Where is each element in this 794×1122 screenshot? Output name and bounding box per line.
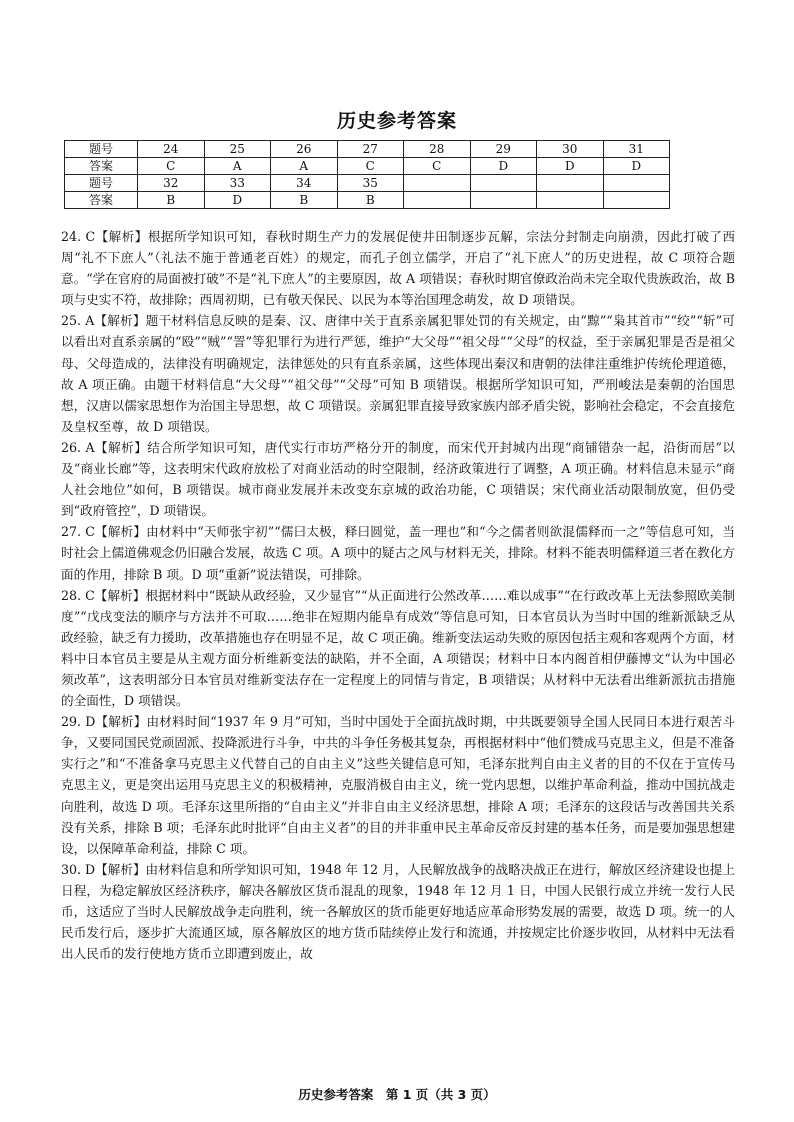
table-row	[65, 158, 670, 175]
table-cell: 题号	[65, 175, 138, 192]
table-cell: B	[337, 192, 404, 209]
table-cell: 28	[404, 141, 471, 158]
explanation-q25: 25. A【解析】题干材料信息反映的是秦、汉、唐律中关于直系亲属犯罪处罚的有关规定，由“黥”“枭其首市”“绞”“斩”可以看出对直系亲属的“殴”“贼”“詈”等犯罪行为进行严惩，维护“大父母”“祖父母”“父母”的权益，至于亲属犯罪是否是祖父母、父母造成的，法律没有明确规定，法律惩处的只有直系亲属，这些体现出秦汉和唐朝的法律注重维护传统伦理道德，故 A 项正确。由题干材料信息“大父母”“祖父母”“父母”可知 B 项错误。根据所学知识可知，严刑峻法是秦朝的治国思想，汉唐以儒家思想作为治国主导思想，故 C 项错误。亲属犯罪直接导致家族内部矛盾尖锐，影响社会稳定，不会直接危及皇权至尊，故 D 项错误。	[61, 313, 735, 434]
table-cell: D	[537, 158, 604, 175]
table-cell	[470, 175, 537, 192]
table-cell: 32	[138, 175, 205, 192]
table-row	[65, 175, 670, 192]
table-cell: A	[204, 158, 271, 175]
table-cell	[404, 192, 471, 209]
page-title: 历史参考答案	[336, 110, 457, 132]
explanation-q28: 28. C【解析】根据材料中“既缺从政经验，又少显官”“从正面进行公然改革……难以成事”“在行政改革上无法参照欧美制度”“戊戌变法的顺序与方法并不可取……绝非在短期内能阜有成效”等信息可知，日本官员认为当时中国的维新派缺乏从政经验，缺乏有力援助，改革措施也存在明显不足，故 C 项正确。维新变法运动失败的原因包括主观和客观两个方面，材料中日本官员主要是从主观方面分析维新变法的缺陷，并不全面，A 项错误；材料中日本内阁首相伊藤博文“认为中国必须改革”，这表明部分日本官员对维新变法存在一定程度上的同情与肯定，B 项错误；从材料中无法看出维新派抗击措施的全面性，D 项错误。	[61, 587, 735, 709]
table-cell: 35	[337, 175, 404, 192]
table-cell: 题号	[65, 141, 138, 158]
table-cell: C	[138, 158, 205, 175]
answer-table	[64, 140, 670, 209]
table-cell: 答案	[65, 192, 138, 209]
table-cell: 29	[470, 141, 537, 158]
table-cell: D	[204, 192, 271, 209]
table-cell: B	[138, 192, 205, 209]
table-cell: C	[404, 158, 471, 175]
table-cell: D	[603, 158, 670, 175]
table-cell: 30	[537, 141, 604, 158]
table-cell: C	[337, 158, 404, 175]
table-cell	[537, 192, 604, 209]
table-cell: 26	[271, 141, 338, 158]
table-cell: 24	[138, 141, 205, 158]
table-row	[65, 192, 670, 209]
table-cell: D	[470, 158, 537, 175]
table-row	[65, 141, 670, 158]
table-cell	[603, 192, 670, 209]
table-cell	[404, 175, 471, 192]
table-cell: B	[271, 192, 338, 209]
explanation-q24: 24. C【解析】根据所学知识可知，春秋时期生产力的发展促使井田制逐步瓦解，宗法分封制走向崩溃，因此打破了西周“礼不下庶人”（礼法不施于普通老百姓）的规定，而孔子创立儒学，开启了“礼下庶人”的历史进程，故 C 项符合题意。“学在官府的局面被打破”不是“礼下庶人”的主要原因，故 A 项错误；春秋时期官僚政治尚未完全取代贵族政治，故 B 项与史实不符，故排除；西周初期，已有敬天保民、以民为本等治国理念萌发，故 D 项错误。	[61, 229, 735, 308]
answer-explanations	[61, 226, 735, 964]
table-cell: 34	[271, 175, 338, 192]
page-footer: 历史参考答案 第 1 页（共 3 页）	[298, 1087, 496, 1102]
explanation-q29: 29. D【解析】由材料时间“1937 年 9 月”可知，当时中国处于全面抗战时期，中共既要领导全国人民同日本进行艰苦斗争，又要同国民党顽固派、投降派进行斗争，中共的斗争任务极其复杂，再根据材料中“他们赞成马克思主义，但是不准备实行之”和“不准备拿马克思主义代替自己的自由主义”这些关键信息可知，毛泽东批判自由主义者的目的不仅在于宣传马克思主义，更是突出运用马克思主义的积极精神，克服消极自由主义，统一党内思想，以维护革命利益，推动中国抗战走向胜利，故选 D 项。毛泽东这里所指的“自由主义”并非自由主义经济思想，排除 A 项；毛泽东的这段话与改善国共关系没有关系，排除 B 项；毛泽东此时批评“自由主义者”的目的并非重申民主革命反帝反封建的基本任务，而是要加强思想建设，以保障革命利益，排除 C 项。	[61, 714, 735, 856]
explanation-q26: 26. A【解析】结合所学知识可知，唐代实行市坊严格分开的制度，而宋代开封城内出现“商铺错杂一起，沿街而居”以及“商业长廊”等，这表明宋代政府放松了对商业活动的时空限制，经济政策进行了调整，A 项正确。材料信息未显示“商人社会地位”如何，B 项错误。城市商业发展并未改变东京城的政治功能，C 项错误；宋代商业活动限制放宽，但仍受到“政府管控”，D 项错误。	[61, 439, 735, 519]
table-cell	[603, 175, 670, 192]
table-cell: 25	[204, 141, 271, 158]
table-cell	[537, 175, 604, 192]
table-cell: 33	[204, 175, 271, 192]
table-cell	[470, 192, 537, 209]
table-cell: 27	[337, 141, 404, 158]
table-cell: 31	[603, 141, 670, 158]
explanation-q27: 27. C【解析】由材料中“天师张宇初”“儒曰太极，释曰圆觉，盖一理也”和“今之儒者则欲混儒释而一之”等信息可知，当时社会上儒道佛观念仍旧融合发展，故选 C 项。A 项中的疑古之风与材料无关，排除。材料不能表明儒释道三者在教化方面的作用，排除 B 项。D 项“重新”说法错误，可排除。	[61, 524, 735, 582]
explanation-q30: 30. D【解析】由材料信息和所学知识可知，1948 年 12 月，人民解放战争的战略决战正在进行，解放区经济建设也提上日程，为稳定解放区经济秩序，解决各解放区货币混乱的现象，1948 年 12 月 1 日，中国人民银行成立并统一发行人民币，这适应了当时人民解放战争走向胜利，统一各解放区的货币能更好地适应革命形势发展的需要，故选 D 项。统一的人民币发行后，逐步扩大流通区域，原各解放区的地方货币陆续停止发行和流通，并按规定比价逐步收回，从材料中无法看出人民币的发行使地方货币立即遭到废止，故	[61, 861, 735, 962]
table-cell: A	[271, 158, 338, 175]
table-cell: 答案	[65, 158, 138, 175]
